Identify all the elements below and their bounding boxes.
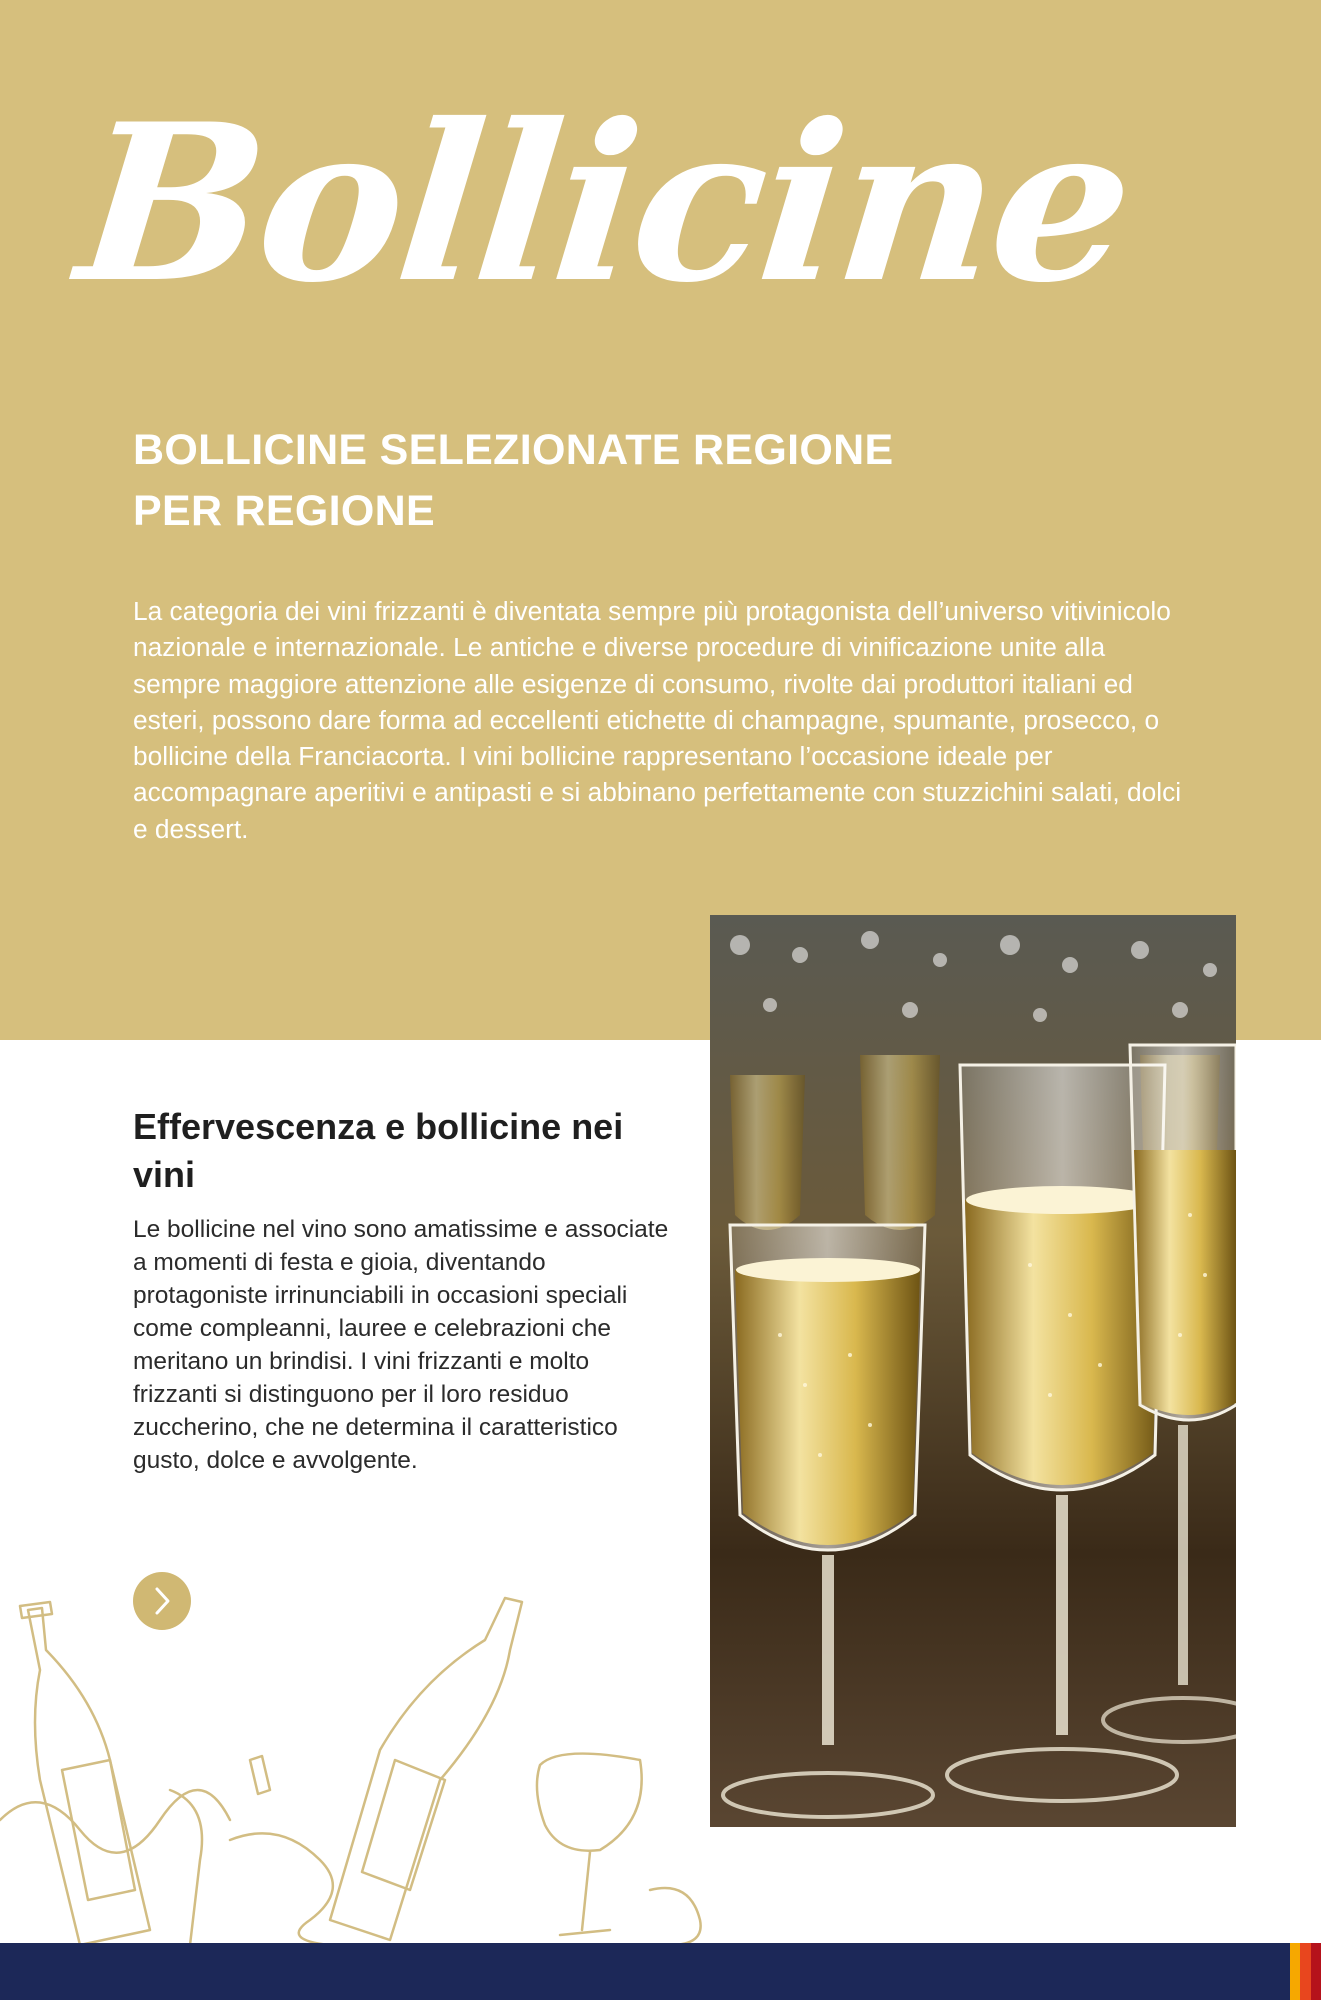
script-title: Bollicine: [68, 76, 1141, 330]
feature-paragraph: Le bollicine nel vino sono amatissime e associate a momenti di festa e gioia, diventando protagoniste irrinunciabili in occasioni speciali come compleanni, lauree e celebrazioni che meritano un brindisi. I vini frizzanti e molto frizzanti si distinguono per il loro residuo zuccherino, che ne determina il caratteristico gusto, dolce e avvolgente.: [133, 1216, 669, 1474]
champagne-glasses-photo: [710, 915, 1236, 1827]
feature-heading: Effervescenza e bollicine nei vini: [133, 1106, 624, 1195]
wine-bottles-doodle: [0, 1590, 720, 1945]
stripe-yellow: [1290, 1943, 1300, 2000]
stripe-orange: [1300, 1943, 1310, 2000]
stripe-red: [1311, 1943, 1321, 2000]
section-heading: BOLLICINE SELEZIONATE REGIONE PER REGIONE: [133, 426, 894, 535]
footer-bar: [0, 1943, 1321, 2000]
brand-stripes: [1290, 1943, 1321, 2000]
intro-paragraph: La categoria dei vini frizzanti è diventata sempre più protagonista dell’universo vitivinicolo nazionale e internazionale. Le antiche e diverse procedure di vinificazione unite alla sempre maggiore attenzione alle esigenze di consumo, rivolte dai produttori italiani ed esteri, possono dare forma ad eccellenti etichette di champagne, spumante, prosecco, o bollicine della Franciacorta. I vini bollicine rappresentano l’occasione ideale per accompagnare aperitivi e antipasti e si abbinano perfettamente con stuzzichini salati, dolci e dessert.: [133, 596, 1182, 844]
